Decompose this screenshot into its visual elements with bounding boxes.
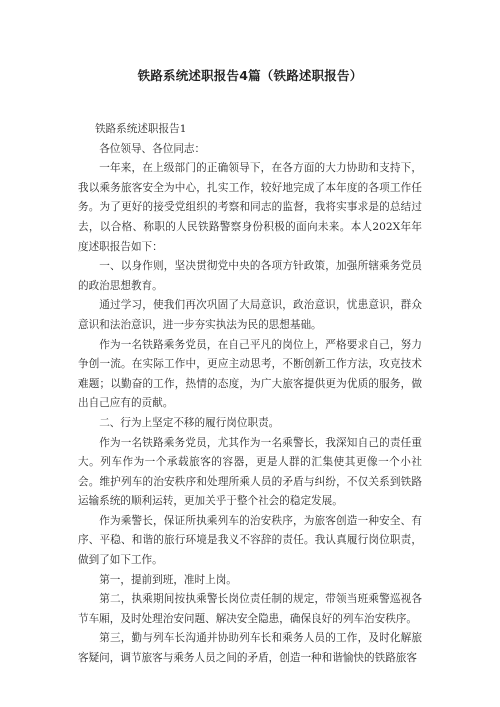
paragraph: 第一，提前到班，准时上岗。 xyxy=(99,573,237,586)
paragraph: 作为乘警长，保证所执乘列车的治安秩序，为旅客创造一种安全、有序、平稳、和谐的旅行环境是我义不容辞的责任。我认真履行岗位职责，做到了如下工作。 xyxy=(78,514,422,567)
document-body xyxy=(78,120,422,669)
paragraph: 通过学习，使我们再次巩固了大局意识，政治意识，忧患意识，群众意识和法治意识，进一步夯实执法为民的思想基础。 xyxy=(78,299,422,331)
paragraph: 作为一名铁路乘务党员，在自己平凡的岗位上，严格要求自己，努力争创一流。在实际工作中，更应主动思考，不断创新工作方法，攻克技术难题；以勤奋的工作，热情的态度，为广大旅客提供更为优质的服务，做出自己应有的贡献。 xyxy=(78,338,422,410)
paragraph: 一、以身作则，坚决贯彻党中央的各项方针政策，加强所辖乘务党员的政治思想教育。 xyxy=(78,260,422,292)
paragraph: 一年来，在上级部门的正确领导下，在各方面的大力协助和支持下，我以乘务旅客安全为中心，扎实工作，较好地完成了本年度的各项工作任务。为了更好的接受党组织的考察和同志的监督，我将实事求是的总结过去，以合格、称职的人民铁路警察身份积极的面向未来。本人202X年年度述职报告如下： xyxy=(78,162,422,253)
section-heading: 铁路系统述职报告1 xyxy=(94,123,187,135)
document-title: 铁路系统述职报告4篇（铁路述职报告） xyxy=(137,68,363,83)
paragraph: 二、行为上坚定不移的履行岗位职责。 xyxy=(99,416,280,429)
paragraph: 第三，勤与列车长沟通并协助列车长和乘务人员的工作，及时化解旅客疑问，调节旅客与乘务人员之间的矛盾，创造一种和谐愉快的铁路旅客 xyxy=(78,632,422,665)
salutation: 各位领导、各位同志： xyxy=(99,142,206,155)
paragraph: 作为一名铁路乘务党员，尤其作为一名乘警长，我深知自己的责任重大。列车作为一个承载旅客的容器，更是人群的汇集使其更像一个小社会。维护列车的治安秩序和处理所乘人员的矛盾与纠纷，不仅关系到铁路运输系统的顺利运转，更加关乎于整个社会的稳定发展。 xyxy=(78,436,422,508)
paragraph: 第二，执乘期间按执乘警长岗位责任制的规定，带领当班乘警巡视各节车厢，及时处理治安问题、解决安全隐患，确保良好的列车治安秩序。 xyxy=(78,593,422,625)
